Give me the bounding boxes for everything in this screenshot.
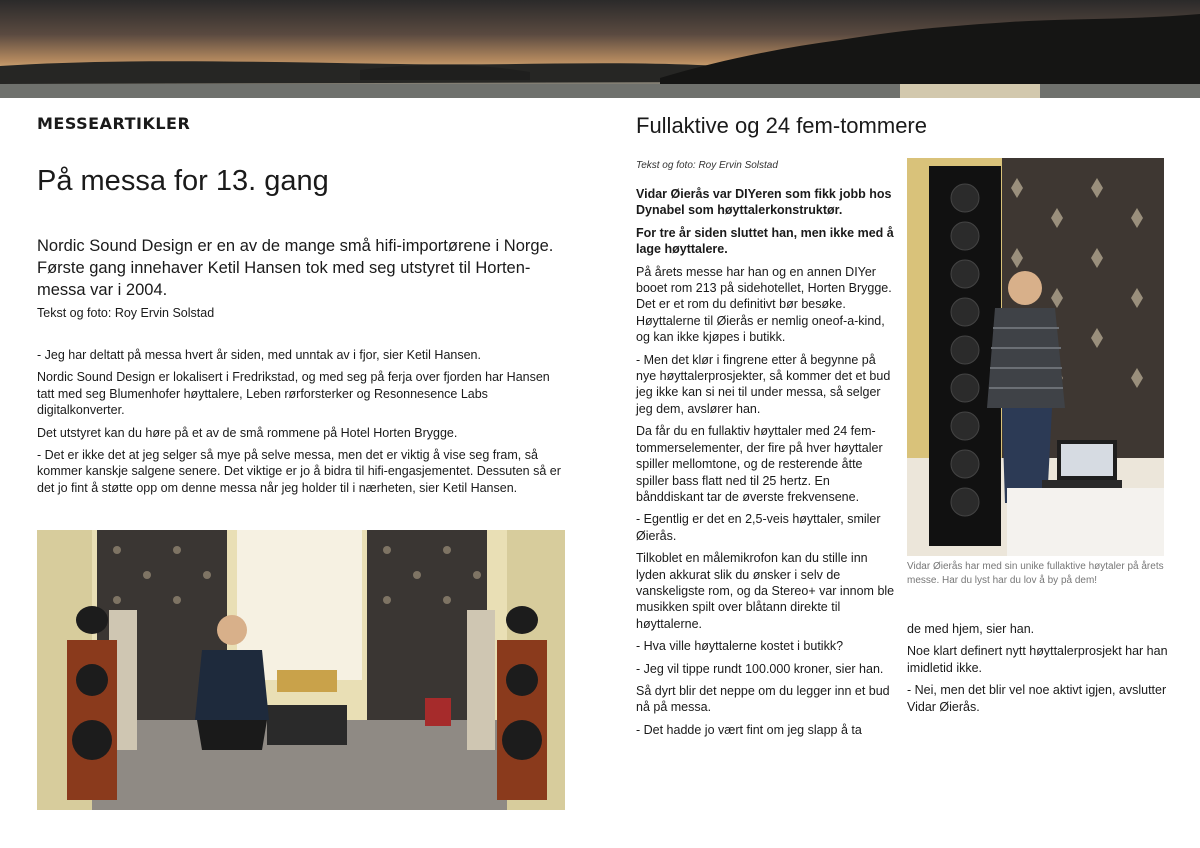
intro-paragraph: Vidar Øierås var DIYeren som fikk jobb hos Dynabel som høyttalerkonstruktør. bbox=[636, 187, 892, 218]
speaker-photo bbox=[907, 158, 1164, 556]
paragraph: Nordic Sound Design er lokalisert i Fredrikstad, og med seg på ferja over fjorden har Hansen tatt med seg Blumenhofer høyttalere, Leben rørforsterker og Resonnesence Labs digitalkonverter. bbox=[37, 370, 550, 418]
article-column bbox=[636, 186, 898, 744]
article-body bbox=[37, 347, 562, 502]
paragraph: de med hjem, sier han. bbox=[907, 622, 1035, 636]
paragraph: Så dyrt blir det neppe om du legger inn et bud nå på messa. bbox=[636, 683, 890, 715]
paragraph: - Jeg har deltatt på messa hvert år siden, med unntak av i fjor, sier Ketil Hansen. bbox=[37, 348, 481, 362]
intro-paragraph: For tre år siden sluttet han, men ikke med å lage høyttalere. bbox=[636, 225, 894, 257]
paragraph: - Nei, men det blir vel noe aktivt igjen, avslutter Vidar Øierås. bbox=[907, 683, 1167, 714]
paragraph: - Hva ville høyttalerne kostet i butikk? bbox=[636, 639, 844, 654]
photo-caption: Vidar Øierås har med sin unike fullaktive høytaler på årets messe. Har du lyst har du lov å by på dem! bbox=[907, 561, 1164, 586]
article-lead: Nordic Sound Design er en av de mange små hifi-importørene i Norge. Første gang innehaver Ketil Hansen tok med seg utstyret til Horten-messa var i 2004. bbox=[37, 237, 554, 299]
paragraph: Noe klart definert nytt høyttalerprosjekt har han imidletid ikke. bbox=[907, 644, 1168, 675]
showroom-photo bbox=[37, 530, 565, 810]
article-title: På messa for 13. gang bbox=[37, 165, 329, 197]
article-byline: Tekst og foto: Roy Ervin Solstad bbox=[636, 160, 778, 171]
header-banner-photo bbox=[0, 0, 1200, 98]
paragraph: Det utstyret kan du høre på et av de små rommene på Hotel Horten Brygge. bbox=[37, 425, 458, 440]
article-title: Fullaktive og 24 fem-tommere bbox=[636, 113, 927, 138]
paragraph: Tilkoblet en målemikrofon kan du stille inn lyden akkurat slik du ønsker i selv de vanskeligste rom, og da Stereo+ var innom ble musikken spilt over blåtann direkte til høyttalerne. bbox=[636, 551, 895, 631]
fjord-sunset-illustration bbox=[0, 0, 1200, 98]
paragraph: Da får du en fullaktiv høyttaler med 24 fem-tommerselementer, der fire på hver høyttaler spiller mellomtone, og de resterende åtte spiller bass flatt ned til 25 hertz. En bånddiskant tar de øverste frekvensene. bbox=[636, 424, 883, 504]
paragraph: - Det hadde jo vært fint om jeg slapp å ta bbox=[636, 722, 862, 737]
paragraph: - Jeg vil tippe rundt 100.000 kroner, sier han. bbox=[636, 661, 884, 676]
paragraph: - Men det klør i fingrene etter å begynne på nye høyttalerprosjekter, så kommer det et bud jeg ikke kan si nei til under messa, så selger jeg dem, avslører han. bbox=[636, 352, 891, 416]
article-byline: Tekst og foto: Roy Ervin Solstad bbox=[37, 306, 215, 320]
paragraph: - Det er ikke det at jeg selger så mye på selve messa, men det er viktig å vise seg fram, så kommer kanskje salgene senere. Det viktige er jo å bidra til hifi-engasjementet. Dessuten så er det jo fint å støtte opp om denne messa når jeg holder til i nærheten, sier Ketil Hansen. bbox=[37, 448, 561, 495]
article-column bbox=[907, 621, 1169, 721]
section-label: MESSEARTIKLER bbox=[37, 114, 191, 133]
paragraph: På årets messe har han og en annen DIYer booet rom 213 på sidehotellet, Horten Brygge. Det er et rom du definitivt bør besøke. Høyttalerne til Øierås er nemlig oneof-a-kind, og kan ikke kjøpes i butikk. bbox=[636, 264, 892, 345]
paragraph: - Egentlig er det en 2,5-veis høyttaler, smiler Øierås. bbox=[636, 512, 881, 543]
